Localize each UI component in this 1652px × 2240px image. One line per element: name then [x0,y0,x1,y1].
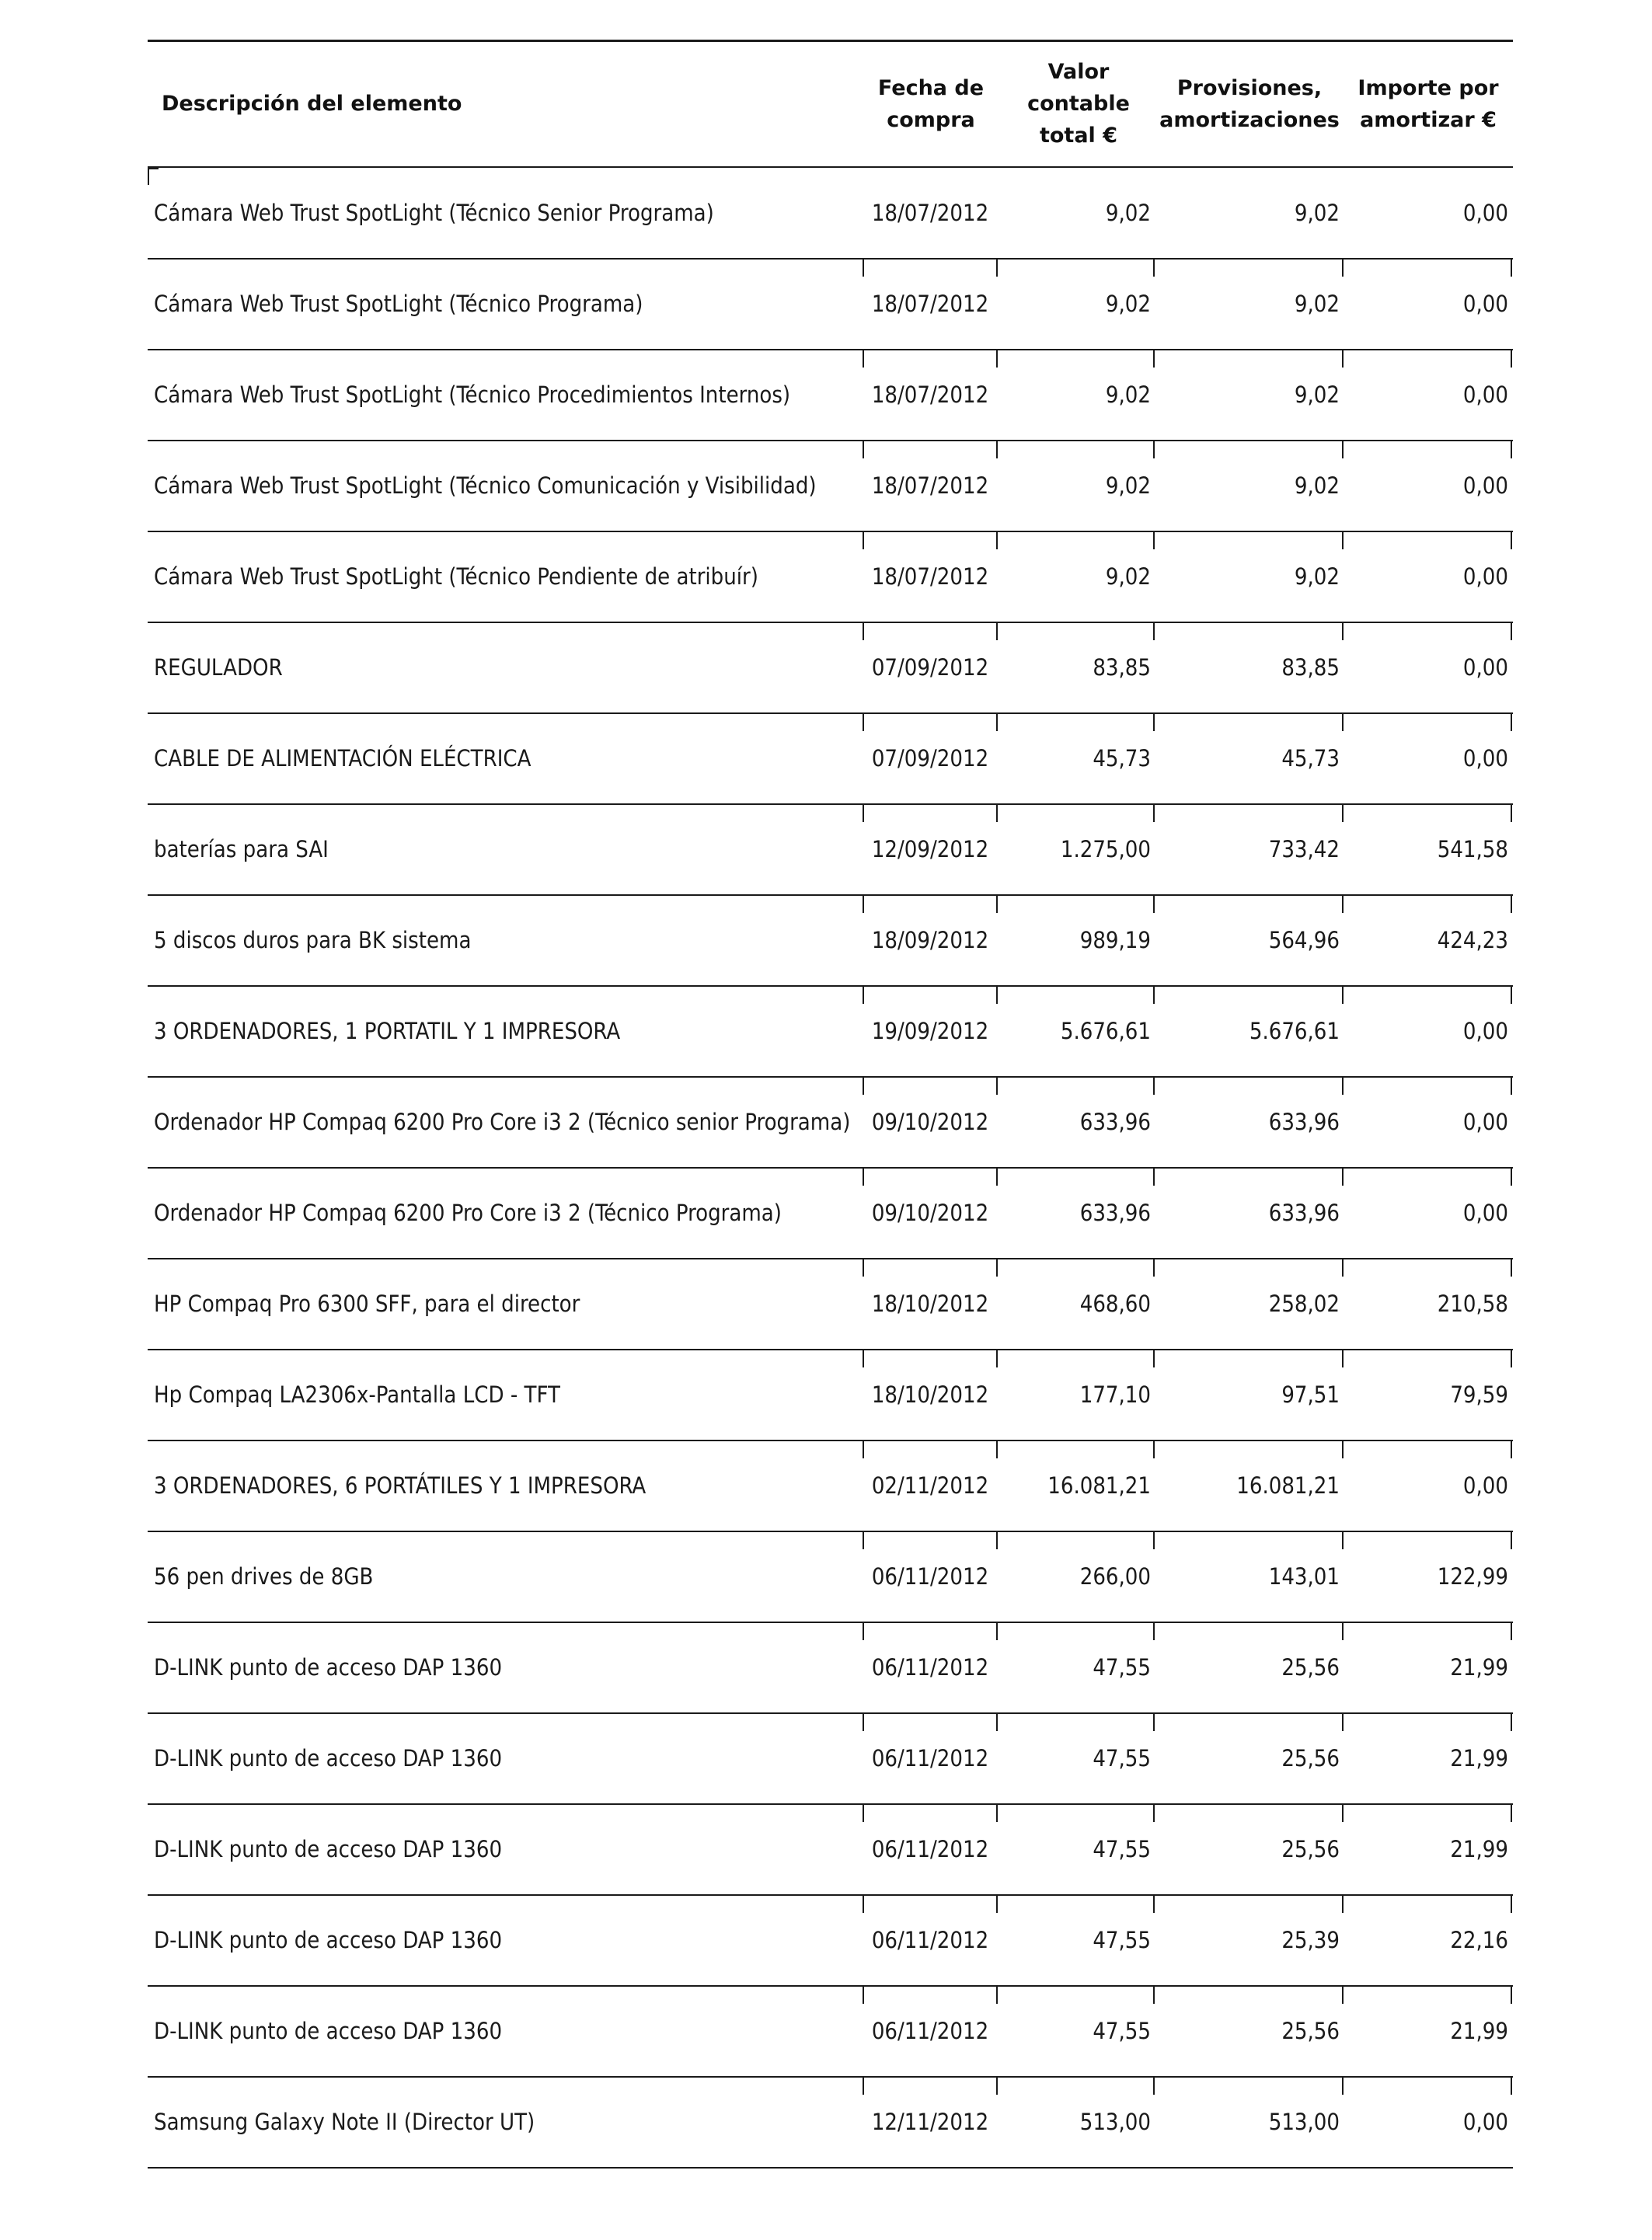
cell-description: Cámara Web Trust SpotLight (Técnico Programa) [154,291,643,317]
cell-provisions: 633,96 [1268,1109,1340,1135]
cell-book-value: 9,02 [1105,381,1151,408]
cell-remaining: 21,99 [1450,2018,1508,2044]
header-purchase-date-line1: Fecha de [877,75,985,100]
cell-description: D-LINK punto de acceso DAP 1360 [154,2018,503,2044]
table-row [0,895,1652,986]
cell-book-value: 83,85 [1093,654,1151,681]
table-row [0,531,1652,622]
table-row [0,1622,1652,1713]
table-row [0,1895,1652,1986]
cell-provisions: 16.081,21 [1236,1472,1340,1499]
cell-purchase-date: 06/11/2012 [871,1654,989,1681]
cell-description: 3 ORDENADORES, 6 PORTÁTILES Y 1 IMPRESORA [154,1472,647,1499]
cell-purchase-date: 12/09/2012 [871,836,989,862]
cell-purchase-date: 18/07/2012 [871,381,989,408]
cell-book-value: 468,60 [1079,1291,1151,1317]
cell-remaining: 21,99 [1450,1745,1508,1771]
cell-provisions: 25,56 [1281,1654,1340,1681]
cell-remaining: 0,00 [1462,472,1508,499]
cell-description: Cámara Web Trust SpotLight (Técnico Comunicación y Visibilidad) [154,472,817,499]
table-row [0,1986,1652,2077]
cell-book-value: 513,00 [1079,2109,1151,2135]
cell-provisions: 25,56 [1281,1745,1340,1771]
cell-book-value: 1.275,00 [1060,836,1151,862]
cell-description: Cámara Web Trust SpotLight (Técnico Senior Programa) [154,200,714,226]
cell-provisions: 45,73 [1281,745,1340,772]
cell-remaining: 0,00 [1462,1018,1508,1044]
cell-description: Ordenador HP Compaq 6200 Pro Core i3 2 (Técnico Programa) [154,1200,782,1226]
cell-book-value: 9,02 [1105,200,1151,226]
cell-provisions: 25,56 [1281,1836,1340,1862]
cell-book-value: 16.081,21 [1047,1472,1151,1499]
cell-book-value: 47,55 [1093,1927,1151,1953]
cell-book-value: 47,55 [1093,1654,1151,1681]
table-row [0,1804,1652,1895]
cell-purchase-date: 07/09/2012 [871,745,989,772]
cell-book-value: 47,55 [1093,1745,1151,1771]
cell-book-value: 45,73 [1093,745,1151,772]
cell-description: 56 pen drives de 8GB [154,1563,374,1590]
cell-purchase-date: 18/07/2012 [871,291,989,317]
table-row [0,622,1652,713]
cell-provisions: 633,96 [1268,1200,1340,1226]
cell-remaining: 0,00 [1462,654,1508,681]
table-row [0,1440,1652,1531]
table-row [0,2077,1652,2168]
cell-provisions: 9,02 [1294,381,1340,408]
table-row [0,1531,1652,1622]
cell-description: baterías para SAI [154,836,329,862]
header-remaining-line1: Importe por [1357,75,1499,100]
header-purchase-date-line2: compra [887,107,975,132]
cell-purchase-date: 18/07/2012 [871,563,989,590]
cell-book-value: 266,00 [1079,1563,1151,1590]
cell-purchase-date: 18/10/2012 [871,1291,989,1317]
header-provisions-line2: amortizaciones [1159,107,1340,132]
cell-provisions: 564,96 [1268,927,1340,953]
header-provisions-line1: Provisiones, [1176,75,1323,100]
cell-provisions: 733,42 [1268,836,1340,862]
cell-remaining: 0,00 [1462,1472,1508,1499]
cell-description: HP Compaq Pro 6300 SFF, para el director [154,1291,580,1317]
cell-remaining: 0,00 [1462,563,1508,590]
cell-book-value: 47,55 [1093,2018,1151,2044]
table-row [0,713,1652,804]
cell-purchase-date: 18/07/2012 [871,200,989,226]
table-row [0,804,1652,895]
cell-provisions: 97,51 [1281,1381,1340,1408]
cell-remaining: 22,16 [1450,1927,1508,1953]
header-book-value-line1: Valor [1047,60,1110,84]
cell-remaining: 0,00 [1462,1109,1508,1135]
cell-description: 3 ORDENADORES, 1 PORTATIL Y 1 IMPRESORA [154,1018,621,1044]
cell-purchase-date: 18/09/2012 [871,927,989,953]
cell-purchase-date: 06/11/2012 [871,1745,989,1771]
cell-provisions: 83,85 [1281,654,1340,681]
cell-description: D-LINK punto de acceso DAP 1360 [154,1927,503,1953]
table-row [0,1350,1652,1440]
table-row [0,259,1652,350]
cell-provisions: 143,01 [1268,1563,1340,1590]
table-row [0,1077,1652,1168]
cell-remaining: 0,00 [1462,291,1508,317]
cell-description: Cámara Web Trust SpotLight (Técnico Pendiente de atribuír) [154,563,758,590]
table-row [0,1168,1652,1259]
table-row [0,350,1652,441]
cell-description: Cámara Web Trust SpotLight (Técnico Procedimientos Internos) [154,381,791,408]
cell-remaining: 21,99 [1450,1654,1508,1681]
cell-purchase-date: 06/11/2012 [871,1563,989,1590]
cell-book-value: 47,55 [1093,1836,1151,1862]
cell-purchase-date: 06/11/2012 [871,1836,989,1862]
cell-purchase-date: 09/10/2012 [871,1109,989,1135]
table-row [0,441,1652,531]
header-description-label: Descripción del elemento [162,92,462,116]
cell-remaining: 424,23 [1437,927,1508,953]
cell-book-value: 9,02 [1105,472,1151,499]
cell-remaining: 0,00 [1462,200,1508,226]
cell-book-value: 9,02 [1105,291,1151,317]
cell-book-value: 9,02 [1105,563,1151,590]
cell-purchase-date: 06/11/2012 [871,1927,989,1953]
cell-provisions: 25,56 [1281,2018,1340,2044]
cell-description: Ordenador HP Compaq 6200 Pro Core i3 2 (Técnico senior Programa) [154,1109,851,1135]
cell-remaining: 79,59 [1450,1381,1508,1408]
cell-remaining: 0,00 [1462,381,1508,408]
table-row [0,1713,1652,1804]
cell-purchase-date: 09/10/2012 [871,1200,989,1226]
cell-purchase-date: 02/11/2012 [871,1472,989,1499]
header-book-value [1001,40,1156,167]
cell-book-value: 989,19 [1079,927,1151,953]
row-rule [148,2167,1513,2169]
cell-provisions: 9,02 [1294,291,1340,317]
header-remaining-line2: amortizar € [1360,107,1497,132]
header-provisions [1156,40,1343,167]
cell-provisions: 9,02 [1294,563,1340,590]
cell-provisions: 513,00 [1268,2109,1340,2135]
table-row [0,168,1652,259]
cell-provisions: 9,02 [1294,472,1340,499]
cell-remaining: 122,99 [1437,1563,1508,1590]
cell-remaining: 21,99 [1450,1836,1508,1862]
cell-purchase-date: 12/11/2012 [871,2109,989,2135]
table-row [0,986,1652,1077]
cell-provisions: 25,39 [1281,1927,1340,1953]
cell-book-value: 177,10 [1079,1381,1151,1408]
cell-remaining: 0,00 [1462,1200,1508,1226]
header-purchase-date [861,40,1001,167]
cell-book-value: 5.676,61 [1060,1018,1151,1044]
cell-description: REGULADOR [154,654,283,681]
header-remaining [1343,40,1514,167]
cell-purchase-date: 07/09/2012 [871,654,989,681]
cell-purchase-date: 19/09/2012 [871,1018,989,1044]
table-row [0,1259,1652,1350]
header-book-value-line2: contable [1027,92,1130,116]
header-description [162,40,861,167]
cell-description: D-LINK punto de acceso DAP 1360 [154,1654,503,1681]
cell-purchase-date: 18/07/2012 [871,472,989,499]
cell-provisions: 258,02 [1268,1291,1340,1317]
cell-purchase-date: 18/10/2012 [871,1381,989,1408]
cell-remaining: 210,58 [1437,1291,1508,1317]
cell-description: 5 discos duros para BK sistema [154,927,472,953]
cell-remaining: 0,00 [1462,745,1508,772]
cell-provisions: 5.676,61 [1249,1018,1340,1044]
cell-book-value: 633,96 [1079,1109,1151,1135]
cell-remaining: 541,58 [1437,836,1508,862]
header-book-value-line3: total € [1039,124,1117,148]
cell-book-value: 633,96 [1079,1200,1151,1226]
cell-remaining: 0,00 [1462,2109,1508,2135]
cell-description: D-LINK punto de acceso DAP 1360 [154,1745,503,1771]
cell-description: Samsung Galaxy Note II (Director UT) [154,2109,535,2135]
cell-provisions: 9,02 [1294,200,1340,226]
cell-description: D-LINK punto de acceso DAP 1360 [154,1836,503,1862]
cell-purchase-date: 06/11/2012 [871,2018,989,2044]
cell-description: Hp Compaq LA2306x-Pantalla LCD - TFT [154,1381,560,1408]
cell-description: CABLE DE ALIMENTACIÓN ELÉCTRICA [154,745,531,772]
